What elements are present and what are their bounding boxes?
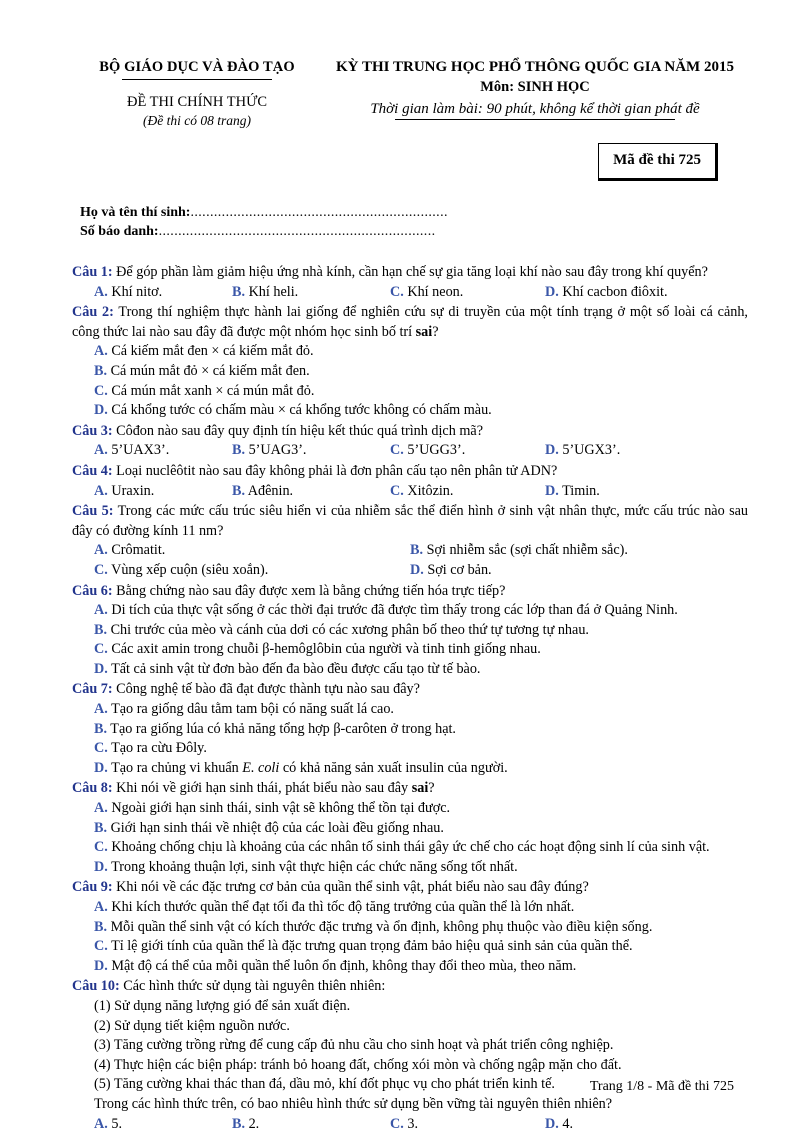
candidate-id-field[interactable]: ....................................................................... [158,224,436,239]
option-text: Khi kích thước quần thể đạt tối đa thì tốc độ tăng trưởng của quần thể là lớn nhất. [107,899,575,915]
answer-option-c[interactable] [390,441,545,461]
option-letter: A. [94,800,108,817]
stem-text: Trong thí nghiệm thực hành lai giống để nghiên cứu sự di truyền của một tính trạng ở một số loài cá cảnh, công thức lai nào sau đây đã được một nhóm học sinh bố trí [72,304,748,340]
question-number-label: Câu 5: [72,503,114,520]
option-letter: D. [94,957,108,974]
stem-text: có khả năng sản xuất insulin của người. [279,759,508,776]
option-letter: A. [94,482,108,499]
answer-option-c[interactable] [94,937,748,957]
stem-text: Tạo ra chủng vi khuẩn [107,759,243,776]
answer-option-c[interactable] [94,640,748,660]
answer-option-d[interactable] [545,482,600,502]
candidate-name-label: Họ và tên thí sinh: [80,205,191,220]
answer-options [72,700,748,778]
exam-subject: Môn: SINH HỌC [480,79,590,95]
option-letter: D. [94,402,108,419]
answer-option-a[interactable] [94,342,748,362]
option-text: Di tích của thực vật sống ở các thời đại trước đã được tìm thấy trong các lớp than đá ở Quảng Ninh. [107,602,678,619]
option-letter: A. [94,899,108,915]
answer-option-b[interactable] [232,482,390,502]
option-letter: C. [390,442,404,459]
exam-code-row [72,143,748,181]
question-number-label: Câu 1: [72,264,113,280]
question-stem [72,582,748,602]
option-letter: A. [94,1115,108,1132]
organization-name: BỘ GIÁO DỤC VÀ ĐÀO TẠO [99,59,295,75]
option-letter: C. [94,561,108,578]
answer-option-b[interactable] [94,621,748,641]
option-text: Timin. [558,482,600,499]
answer-options [72,898,748,976]
candidate-id-label: Số báo danh: [80,224,159,239]
answer-option-b[interactable] [94,819,748,839]
option-text: Crômatit. [107,542,166,559]
answer-option-a[interactable] [72,1115,232,1134]
option-text: Vùng xếp cuộn (siêu xoắn). [107,561,269,578]
candidate-name-line [80,203,748,222]
stem-text: Các hình thức sử dụng tài nguyên thiên nhiên: [119,978,386,995]
exam-duration: Thời gian làm bài: 90 phút, không kể thời gian phát đề [370,101,700,117]
answer-option-a[interactable] [94,601,748,621]
option-text: Cá khổng tước có chấm màu × cá khổng tước không có chấm màu. [107,402,492,419]
answer-option-c[interactable] [390,283,545,303]
option-text: Ngoài giới hạn sinh thái, sinh vật sẽ không thể tồn tại được. [107,800,451,817]
question-number-label: Câu 7: [72,681,113,698]
candidate-id-line [80,222,748,241]
question-stem [72,422,748,442]
option-letter: D. [545,1115,559,1132]
question-number-label: Câu 10: [72,978,120,995]
option-text: Mỗi quần thể sinh vật có kích thước đặc trưng và ổn định, không phụ thuộc vào điều kiện sống. [107,918,653,935]
option-text: Cá mún mắt xanh × cá mún mắt đỏ. [107,382,315,399]
option-text: Khí neon. [403,283,464,300]
duration-underline [395,119,675,120]
stem-text: Khi nói về các đặc trưng cơ bản của quần thể sinh vật, phát biểu nào sau đây đúng? [112,879,589,896]
answer-option-b[interactable] [232,441,390,461]
organization-underline [122,79,272,80]
option-letter: D. [94,660,108,677]
exam-page-count: (Đề thi có 08 trang) [143,113,251,128]
answer-option-a[interactable] [72,482,232,502]
answer-options [72,601,748,679]
option-letter: D. [545,283,559,300]
question-stem [72,263,748,283]
question-stem [72,680,748,700]
answer-option-a[interactable] [94,700,748,720]
option-text: Cá kiếm mắt đen × cá kiếm mắt đỏ. [107,343,314,360]
option-letter: A. [94,542,108,559]
option-text: Sợi cơ bản. [423,561,492,578]
answer-option-c[interactable] [94,739,748,759]
option-text: Tạo ra giống dâu tằm tam bội có năng suất lá cao. [107,701,394,718]
candidate-name-field[interactable]: .................................................................. [190,205,448,220]
answer-option-c[interactable] [72,561,410,581]
question-number-label: Câu 2: [72,304,114,321]
option-letter: B. [410,542,424,559]
option-text: 2. [245,1115,260,1132]
answer-options [72,541,748,580]
answer-option-d[interactable] [410,561,748,581]
option-letter: A. [94,283,108,300]
option-letter: A. [94,602,108,619]
option-text: Cá mún mắt đỏ × cá kiếm mắt đen. [107,362,310,379]
option-letter: C. [390,283,404,300]
candidate-info [72,203,748,241]
option-letter: B. [94,621,108,638]
option-text: Khí cacbon điôxit. [558,283,668,300]
answer-option-b[interactable] [94,362,748,382]
stem-text: Công nghệ tế bào đã đạt được thành tựu nào sau đây? [112,681,420,698]
question-stem [72,303,748,342]
question-stem [72,779,748,799]
stem-text: Để góp phần làm giảm hiệu ứng nhà kính, cần hạn chế sự gia tăng loại khí nào sau đây trong khí quyển? [112,264,708,280]
option-letter: D. [94,759,108,776]
option-text: 4. [558,1115,573,1132]
answer-option-c[interactable] [94,382,748,402]
stem-text: ? [432,323,439,340]
header-left-column [72,52,322,129]
option-letter: B. [94,720,108,737]
sub-item: (3) Tăng cường trồng rừng để cung cấp đủ nhu cầu cho sinh hoạt và phát triển công nghiệp. [94,1037,614,1054]
questions-list [72,263,748,1134]
option-text: Tất cả sinh vật từ đơn bào đến đa bào đều được cấu tạo từ tế bào. [107,660,481,677]
option-text: 3. [403,1115,418,1132]
option-text: 5’UGG3’. [403,442,466,459]
answer-options [72,799,748,877]
answer-option-b[interactable] [94,720,748,740]
answer-option-c[interactable] [390,482,545,502]
option-text: Uraxin. [107,482,155,499]
option-letter: B. [232,442,246,459]
option-letter: D. [94,858,108,875]
stem-text: ? [428,780,435,797]
option-letter: C. [94,839,108,856]
option-text: 5. [107,1115,122,1132]
option-text: Giới hạn sinh thái về nhiệt độ của các loài đều giống nhau. [107,819,444,836]
page-footer: Trang 1/8 - Mã đề thi 725 [589,1079,734,1094]
option-text: Ađênin. [245,482,294,499]
question-block [72,263,748,302]
answer-option-b[interactable] [232,283,390,303]
italic-text: E. coli [242,759,280,776]
answer-options [72,441,748,461]
answer-option-b[interactable] [410,541,748,561]
option-letter: D. [545,442,559,459]
option-letter: C. [390,1115,404,1132]
answer-option-a[interactable] [94,898,748,918]
question-number-label: Câu 6: [72,582,113,599]
option-text: Khí heli. [245,283,299,300]
option-letter: C. [94,382,108,399]
question-block [72,878,748,976]
answer-option-a[interactable] [72,541,410,561]
question-number-label: Câu 9: [72,879,113,896]
answer-option-a[interactable] [72,441,232,461]
stem-text: Côđon nào sau đây quy định tín hiệu kết thúc quá trình dịch mã? [112,422,483,439]
option-text: Tạo ra cừu Đôly. [107,740,207,757]
option-letter: D. [545,482,559,499]
answer-option-d[interactable] [94,759,748,779]
option-text: Tạo ra giống lúa có khả năng tổng hợp β-carôten ở trong hạt. [107,720,456,737]
option-letter: D. [410,561,424,578]
answer-option-a[interactable] [72,283,232,303]
answer-options [72,342,748,420]
stem-text: Khi nói về giới hạn sinh thái, phát biểu nào sau đây [112,780,412,797]
question-stem [72,977,748,997]
option-letter: A. [94,442,108,459]
option-text: Chi trước của mèo và cánh của dơi có các xương phân bố theo thứ tự tương tự nhau. [107,621,589,638]
question-number-label: Câu 4: [72,462,113,479]
emphasis-text: sai [415,323,433,340]
option-letter: B. [232,482,246,499]
answer-options [72,1115,748,1134]
exam-kind-label: ĐỀ THI CHÍNH THỨC [126,94,267,110]
option-text: Tỉ lệ giới tính của quần thể là đặc trưng quan trọng đảm bảo hiệu quả sinh sản của quần thể. [107,938,633,955]
option-letter: B. [232,283,246,300]
sub-item: (5) Tăng cường khai thác than đá, dầu mỏ, khí đốt phục vụ cho phát triển kinh tế. [94,1076,555,1093]
exam-title: KỲ THI TRUNG HỌC PHỔ THÔNG QUỐC GIA NĂM 2015 [336,59,734,75]
answer-option-d[interactable] [545,441,620,461]
question-block [72,582,748,680]
option-letter: B. [94,819,108,836]
option-letter: C. [94,938,108,955]
option-text: Mật độ cá thể của mỗi quần thể luôn ổn định, không thay đổi theo mùa, theo năm. [107,957,577,974]
question-stem [72,878,748,898]
question-tail-text: Trong các hình thức trên, có bao nhiêu hình thức sử dụng bền vững tài nguyên thiên nhiên? [94,1095,613,1112]
option-letter: B. [94,362,108,379]
question-block [72,977,748,1134]
answer-option-a[interactable] [94,799,748,819]
answer-option-b[interactable] [94,918,748,938]
answer-option-c[interactable] [94,838,748,858]
option-text: Xitôzin. [403,482,454,499]
question-number-label: Câu 3: [72,422,113,439]
question-block [72,422,748,461]
answer-option-d[interactable] [545,283,668,303]
question-block [72,680,748,778]
answer-option-c[interactable] [390,1115,545,1134]
question-block [72,779,748,877]
option-text: Khoảng chống chịu là khoảng của các nhân tố sinh thái gây ức chế cho các hoạt động sinh lí của sinh vật. [107,839,710,856]
option-letter: B. [94,918,108,935]
emphasis-text: sai [411,780,429,797]
option-text: 5’UAG3’. [245,442,307,459]
question-number-label: Câu 8: [72,780,113,797]
option-text: 5’UAX3’. [107,442,170,459]
question-block [72,502,748,580]
stem-text: Trong các mức cấu trúc siêu hiển vi của nhiễm sắc thể điển hình ở sinh vật nhân thực, mức cấu trúc nào sau đây có đường kính 11 nm? [72,503,748,539]
answer-option-d[interactable] [545,1115,573,1134]
answer-option-d[interactable] [94,957,748,977]
option-letter: C. [94,641,108,658]
option-letter: A. [94,701,108,718]
question-stem [72,502,748,541]
answer-option-d[interactable] [94,401,748,421]
option-letter: B. [232,1115,246,1132]
option-letter: C. [94,740,108,757]
option-text: Khí nitơ. [107,283,163,300]
option-text: Sợi nhiễm sắc (sợi chất nhiễm sắc). [423,542,628,559]
sub-item: (1) Sử dụng năng lượng gió để sản xuất điện. [94,997,351,1014]
sub-item: (2) Sử dụng tiết kiệm nguồn nước. [94,1017,290,1034]
option-letter: C. [390,482,404,499]
question-stem [72,462,748,482]
answer-options [72,283,748,303]
question-block [72,462,748,501]
exam-code-box: Mã đề thi 725 [598,143,718,181]
option-text: Các axit amin trong chuỗi β-hemôglôbin của người và tinh tinh giống nhau. [107,641,541,658]
answer-option-d[interactable] [94,858,748,878]
answer-option-d[interactable] [94,660,748,680]
stem-text: Bằng chứng nào sau đây được xem là bằng chứng tiến hóa trực tiếp? [112,582,506,599]
option-text: Trong khoảng thuận lợi, sinh vật thực hiện các chức năng sống tốt nhất. [107,858,518,875]
answer-option-b[interactable] [232,1115,390,1134]
sub-item: (4) Thực hiện các biện pháp: tránh bỏ hoang đất, chống xói mòn và chống ngập mặn cho đất. [94,1056,622,1073]
answer-options [72,482,748,502]
option-letter: A. [94,343,108,360]
option-text: 5’UGX3’. [558,442,621,459]
question-block [72,303,748,421]
page-header [72,52,748,129]
header-right-column [322,52,748,120]
stem-text: Loại nuclêôtit nào sau đây không phải là đơn phân cấu tạo nên phân tử ADN? [112,462,558,479]
